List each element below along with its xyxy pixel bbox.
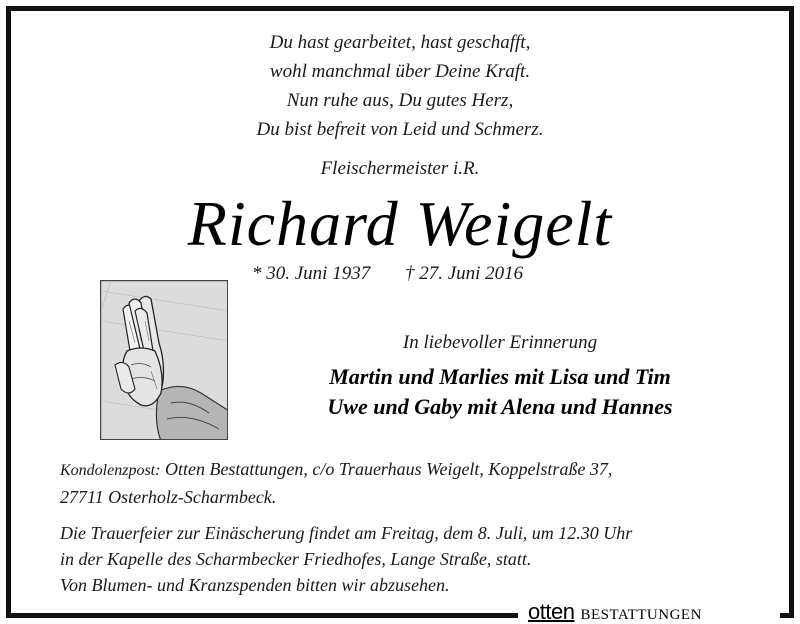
life-dates [252, 263, 572, 285]
poem-line-3: Nun ruhe aus, Du gutes Herz, [286, 90, 514, 111]
family-line-1: Martin und Marlies mit Lisa und Tim [329, 364, 671, 389]
condolence-label: Kondolenzpost: [60, 462, 161, 479]
death-date: † 27. Juni 2016 [404, 263, 524, 284]
condolence-line-2: 27711 Osterholz-Scharmbeck. [60, 487, 277, 507]
poem-line-4: Du bist befreit von Leid und Schmerz. [256, 119, 544, 140]
praying-hands-icon [100, 280, 228, 440]
praying-hands-drawing [101, 281, 228, 440]
memory-intro: In liebevoller Erinnerung [402, 332, 598, 353]
ceremony-info [60, 520, 740, 598]
ceremony-line-1: Die Trauerfeier zur Einäscherung findet am Freitag, dem 8. Juli, um 12.30 Uhr [60, 523, 633, 543]
poem-line-1: Du hast gearbeitet, hast geschafft, [269, 32, 531, 53]
condolence-line-1: Otten Bestattungen, c/o Trauerhaus Weigelt, Koppelstraße 37, [160, 459, 613, 479]
funeral-home-logo [518, 599, 780, 624]
deceased-name: Richard Weigelt [187, 188, 613, 259]
ceremony-line-3: Von Blumen- und Kranzspenden bitten wir abzusehen. [60, 575, 450, 595]
logo-brand: otten [528, 599, 575, 624]
birth-date: * 30. Juni 1937 [252, 263, 371, 284]
logo-subtitle: BESTATTUNGEN [580, 607, 702, 623]
profession: Fleischermeister i.R. [320, 158, 480, 179]
poem-line-2: wohl manchmal über Deine Kraft. [269, 61, 531, 82]
family-line-2: Uwe und Gaby mit Alena und Hannes [327, 394, 673, 419]
mourning-family [260, 362, 740, 422]
condolence-address [60, 456, 740, 510]
poem [0, 28, 800, 144]
ceremony-line-2: in der Kapelle des Scharmbecker Friedhofes, Lange Straße, statt. [60, 549, 532, 569]
